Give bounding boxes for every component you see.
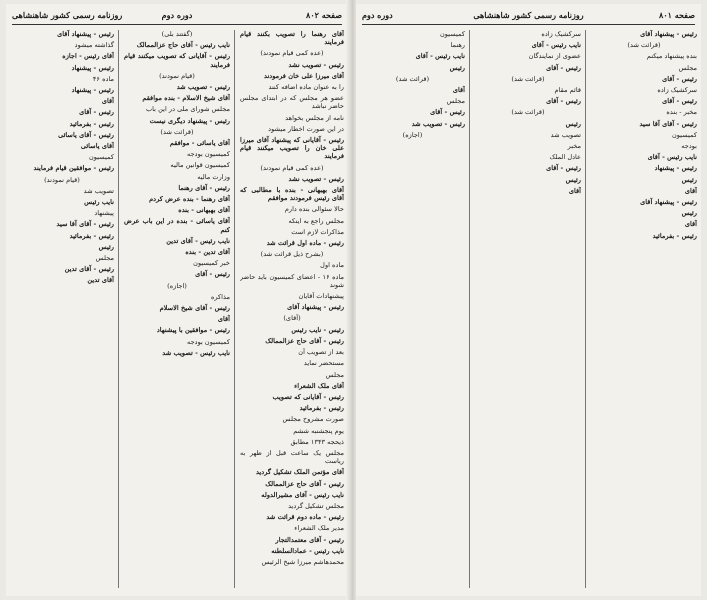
text-line: نایب رئیس - عمادالسلطنه <box>271 546 344 555</box>
text-line: تصویب شد <box>550 130 581 139</box>
text-line: نایب رئیس - آقای <box>415 52 465 61</box>
text-line: کمیسیون بودجه <box>187 337 230 346</box>
left-paper-title: روزنامه رسمی کشور شاهنشاهی <box>12 10 123 20</box>
text-line: آقای <box>684 220 697 229</box>
text-line: نایب رئیس - آقای مشیرالدوله <box>261 490 344 499</box>
text-line: آقای <box>217 315 230 324</box>
text-line: رئیس - آقای حاج عزالممالک <box>265 479 344 488</box>
right-page <box>356 4 701 596</box>
text-line: آقای رهنما را تصویب بکنند قیام فرمایند <box>240 30 344 47</box>
text-line: رئیس - پیشنهاد <box>71 63 114 72</box>
text-line: رئیس <box>565 175 581 184</box>
text-line: (گفتند بلی) <box>161 30 193 38</box>
text-line: رئیس - پیشنهاد آقای <box>640 30 697 38</box>
text-line: آقای رهنما - بنده عرض کردم <box>149 195 230 204</box>
column-divider <box>234 30 235 588</box>
right-paper-title: روزنامه رسمی کشور شاهنشاهی <box>473 10 584 20</box>
text-line: رئیس - بفرمائید <box>69 231 114 240</box>
text-line: مخبر - بنده <box>666 108 697 117</box>
right-page-column-1 <box>591 30 697 588</box>
text-line: آقای تدین <box>87 276 114 285</box>
text-line: کمیسیون قوانین مالیه <box>170 161 230 170</box>
text-line: (قرائت شد) <box>627 41 661 50</box>
text-line: آقای یاسائی <box>80 142 114 151</box>
text-line: (قیام نمودند) <box>44 175 80 184</box>
text-line: سرکشیک زاده <box>657 86 697 95</box>
text-line: رئیس - آقای رهنما <box>178 183 230 192</box>
text-line: مذاکره <box>210 292 230 301</box>
text-line: پیشنهادات آقایان <box>298 292 344 301</box>
text-line: (بشرح ذیل قرائت شد) <box>260 250 324 259</box>
text-line: ماده ۴۶ <box>92 74 114 83</box>
right-page-column-2 <box>475 30 581 588</box>
text-line: رئیس <box>681 209 697 218</box>
text-line: قائم مقام <box>554 86 581 95</box>
left-page-number: صفحه ۸۰۲ <box>306 10 342 20</box>
text-line: مذاکرات لازم است <box>291 227 344 236</box>
right-page-header <box>362 10 695 24</box>
text-line: کمیسیون بودجه <box>187 150 230 159</box>
text-line: نایب رئیس - آقای حاج عزالممالک <box>136 41 230 50</box>
text-line: رئیس - آقای آقا سید <box>639 119 697 128</box>
text-line: آقای شیخ الاسلام - بنده موافقم <box>142 94 230 103</box>
text-line: رئیس - آقای <box>662 74 697 83</box>
text-line: رئیس - آقای <box>430 108 465 117</box>
text-line: رئیس - آقای <box>546 164 581 173</box>
text-line: آقای تدین - بنده <box>185 248 230 257</box>
text-line: رئیس - آقای آقا سید <box>56 220 114 229</box>
text-line: سرکشیک زاده <box>541 30 581 38</box>
text-line: رئیس - تصویب شد <box>176 83 230 92</box>
text-line: رئیس - پیشنهاد آقای <box>287 303 344 312</box>
text-line: رئیس - پیشنهاد آقای <box>640 198 697 207</box>
text-line: (اجازه) <box>402 130 423 139</box>
text-line: مخبر <box>567 142 581 151</box>
text-line: گذاشته میشود <box>74 41 114 50</box>
text-line: رئیس - ماده اول قرائت شد <box>266 239 344 248</box>
text-line: در این صورت اخطار میشود <box>268 124 344 133</box>
text-line: رئیس - آقایانی که تصویب میکنند قیام فرمایند <box>124 52 230 69</box>
column-divider <box>469 30 470 588</box>
text-line: را به عنوان ماده اضافه کنند <box>268 83 344 92</box>
text-line: کمیسیون <box>88 153 114 162</box>
text-line: رهنما <box>450 41 465 50</box>
text-line: نایب رئیس - تصویب شد <box>162 348 230 357</box>
text-line: مستحضر نماید <box>303 359 344 368</box>
left-page <box>6 4 348 596</box>
text-line: رئیس - آقایانی که پیشنهاد آقای میرزا علی خان را تصویب میکنند قیام فرمایند <box>240 136 344 161</box>
right-header-rule <box>362 24 695 25</box>
text-line: (قرائت شد) <box>511 108 545 117</box>
text-line: مجلس <box>446 97 465 106</box>
text-line: نایب رئیس - آقای تدین <box>166 236 230 245</box>
text-line: (آقای) <box>283 314 301 323</box>
text-line: آقای مؤتمن الملک تشکیل گردید <box>255 468 344 477</box>
text-line: آقای <box>568 186 581 195</box>
text-line: (اجازه) <box>167 281 187 290</box>
text-line: مدیر ملک الشعراء <box>294 524 344 533</box>
text-line: آقای <box>452 86 465 95</box>
text-line: مجلس <box>95 254 114 263</box>
text-line: آقای <box>101 97 114 106</box>
text-line: رئیس - بفرمائید <box>69 119 114 128</box>
text-line: آقای رئیس - اجازه <box>62 52 114 61</box>
text-line: آقای بهبهانی - بنده <box>178 206 230 215</box>
text-line: رئیس - ماده دوم قرائت شد <box>266 513 344 522</box>
text-line: پیشنهاد <box>94 209 114 218</box>
left-session-label: دوره دوم <box>161 10 193 20</box>
right-session-label: دوره دوم <box>362 10 393 20</box>
text-line: رئیس <box>449 63 465 72</box>
text-line: (قرائت شد) <box>160 127 194 136</box>
text-line: رئیس - بفرمائید <box>299 404 344 413</box>
text-line: (قرائت شد) <box>395 74 430 83</box>
text-line: مجلس تشکیل گردید <box>288 501 344 510</box>
text-line: نایب رئیس - آقای <box>647 153 697 162</box>
left-page-column-1 <box>240 30 344 588</box>
left-header-rule <box>12 24 342 25</box>
text-line: آقای <box>684 186 697 195</box>
text-line: رئیس - موافقین با پیشنهاد <box>156 326 230 335</box>
text-line: رئیس <box>98 242 114 251</box>
text-line: رئیس - آقای تدین <box>64 265 114 274</box>
text-line: آقای میرزا علی خان فرمودند <box>263 71 344 80</box>
text-line: عضوی از نمایندگان <box>528 52 581 61</box>
text-line: رئیس <box>681 175 697 184</box>
text-line: نامه از مجلس بخواهد <box>285 113 344 122</box>
text-line: رئیس - نایب رئیس <box>291 325 344 334</box>
text-line: رئیس - آقای یاسائی <box>58 130 114 139</box>
text-line: حالا سئوالی بنده دارم <box>284 205 344 214</box>
text-line: مجلس شورای ملی در این باب <box>145 105 230 114</box>
column-divider <box>118 30 119 588</box>
text-line: وزارت مالیه <box>197 172 230 181</box>
text-line: مجلس <box>325 370 344 379</box>
text-line: بودجه <box>681 142 697 151</box>
text-line: عضو هر مجلس که در ابتدای مجلس حاضر نباشد <box>240 94 344 111</box>
text-line: بنده پیشنهاد میکنم <box>646 52 697 61</box>
text-line: رئیس - بفرمائید <box>652 231 697 240</box>
text-line: مجلس راجع به اینکه <box>288 216 344 225</box>
text-line: آقای یاسائی - بنده در این باب عرض کنم <box>124 217 230 234</box>
text-line: رئیس - آقای شیخ الاسلام <box>159 304 230 313</box>
text-line: رئیس - آقای <box>195 270 230 279</box>
text-line: ماده ۱۶ - اعضای کمیسیون باید حاضر شوند <box>240 272 344 289</box>
text-line: رئیس - آقای <box>546 63 581 72</box>
text-line: رئیس - تصویب نشد <box>288 60 344 69</box>
left-page-header <box>12 10 342 24</box>
text-line: عادل الملک <box>549 153 581 162</box>
right-page-column-3 <box>360 30 465 588</box>
text-line: رئیس - آقای معتمدالتجار <box>275 535 344 544</box>
text-line: نایب رئیس - آقای <box>531 41 581 50</box>
text-line: مجلس <box>678 63 697 72</box>
text-line: آقای بهبهانی - بنده با مطالبی که آقای رئیس فرمودند موافقم <box>240 186 344 203</box>
left-page-column-2 <box>124 30 230 588</box>
text-line: کمیسیون <box>439 30 465 38</box>
text-line: ماده اول <box>320 261 344 270</box>
text-line: بعد از تصویب آن <box>298 348 344 357</box>
text-line: رئیس - موافقین قیام فرمایند <box>33 164 114 173</box>
text-line: تصویب شد <box>83 186 114 195</box>
text-line: ذیحجه ۱۳۴۳ مطابق <box>290 437 344 446</box>
text-line: رئیس <box>565 119 581 128</box>
text-line: مجلس یک ساعت قبل از ظهر به ریاست <box>240 448 344 466</box>
text-line: رئیس - آقای <box>546 97 581 106</box>
column-divider <box>585 30 586 588</box>
text-line: خبر کمیسیون <box>193 259 230 268</box>
text-line: یوم پنجشنبه ششم <box>293 426 344 435</box>
text-line: رئیس - پیشنهاد آقای <box>57 30 114 38</box>
text-line: رئیس - آقای <box>79 108 114 117</box>
text-line: (قرائت شد) <box>511 74 545 83</box>
text-line: محمدهاشم میرزا شیخ الرئیس <box>261 557 344 566</box>
text-line: آقای یاسائی - موافقم <box>169 139 230 148</box>
text-line: رئیس - پیشنهاد دیگری نیست <box>149 116 230 125</box>
text-line: (قیام نمودند) <box>159 71 195 80</box>
text-line: رئیس - آقای <box>662 97 697 106</box>
text-line: کمیسیون <box>671 130 697 139</box>
text-line: رئیس - پیشنهاد <box>71 86 114 95</box>
text-line: رئیس - تصویب شد <box>411 119 465 128</box>
right-page-number: صفحه ۸۰۱ <box>659 10 695 20</box>
text-line: رئیس - آقای حاج عزالممالک <box>265 336 344 345</box>
text-line: صورت مشروح مجلس <box>282 415 344 424</box>
text-line: نایب رئیس <box>84 198 114 207</box>
text-line: رئیس - تصویب نشد <box>288 174 344 183</box>
text-line: رئیس - پیشنهاد <box>654 164 697 173</box>
text-line: (عده کمی قیام نمودند) <box>260 49 324 58</box>
text-line: (عده کمی قیام نمودند) <box>260 163 324 172</box>
text-line: رئیس - آقایانی که تصویب <box>272 392 344 401</box>
text-line: آقای ملک الشعراء <box>294 381 344 390</box>
left-page-column-3 <box>10 30 114 588</box>
